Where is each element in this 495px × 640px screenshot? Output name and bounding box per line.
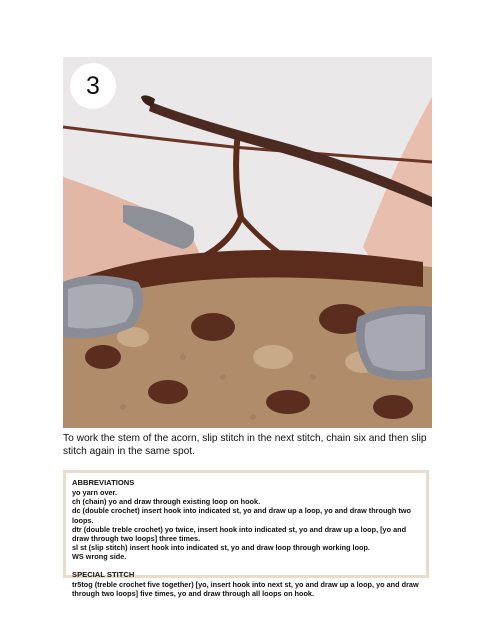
abbreviation-line: WS wrong side. bbox=[72, 552, 127, 562]
abbreviation-line: dc (double crochet) insert hook into indicated st, yo and draw up a loop, yo and draw through two loops. bbox=[72, 506, 411, 525]
crochet-photo-illustration bbox=[63, 57, 432, 428]
step-number-badge: 3 bbox=[70, 63, 116, 109]
abbreviations-box bbox=[63, 470, 429, 598]
abbreviations-heading: ABBREVIATIONS bbox=[72, 478, 135, 487]
photo-caption: To work the stem of the acorn, slip stitch in the next stitch, chain six and then slip stitch again in the same spot. bbox=[63, 433, 427, 457]
abbreviation-line: sl st (slip stitch) insert hook into indicated st, yo and draw loop through working loop. bbox=[72, 543, 370, 553]
abbreviation-line: dtr (double treble crochet) yo twice, insert hook into indicated st, yo and draw up a loop, [yo and draw through two loops] three times. bbox=[72, 524, 407, 544]
crochet-photo bbox=[63, 57, 432, 428]
special-stitch-line: tr5tog (treble crochet five together) [yo, insert hook into next st, yo and draw up a loop, yo and draw through two loops] five times, yo and draw through all loops on hook. bbox=[72, 579, 419, 598]
abbreviation-line: yo yarn over. bbox=[72, 488, 118, 497]
special-stitch-heading: SPECIAL STITCH bbox=[72, 569, 135, 579]
abbreviation-line: ch (chain) yo and draw through existing loop on hook. bbox=[72, 497, 261, 507]
